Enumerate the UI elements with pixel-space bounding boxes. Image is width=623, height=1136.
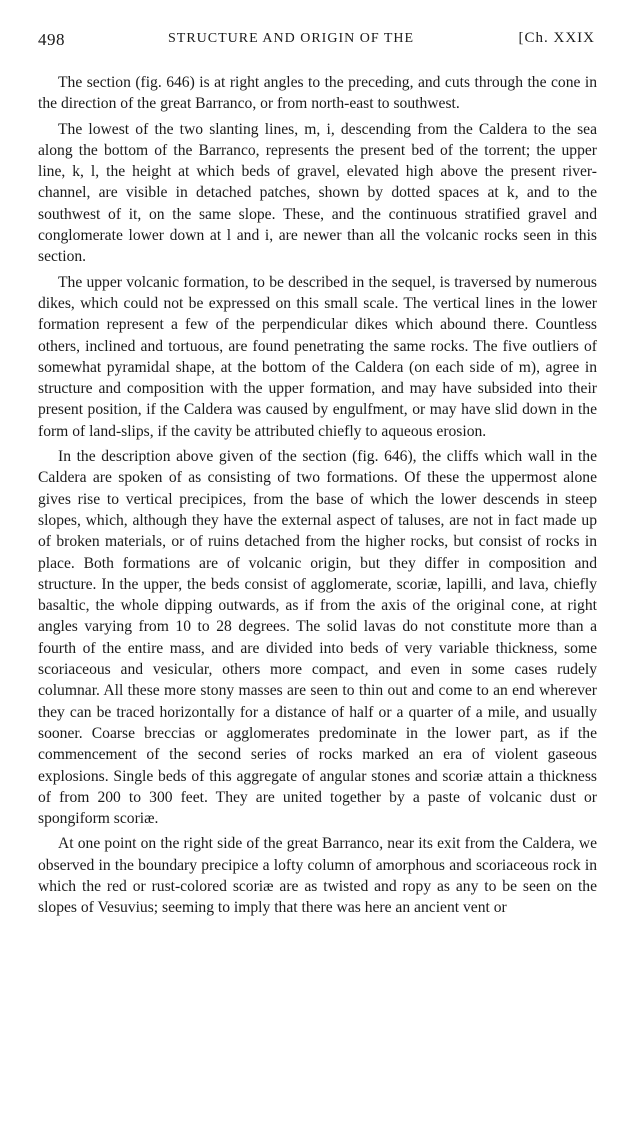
body-text <box>38 72 597 919</box>
paragraph: At one point on the right side of the great Barranco, near its exit from the Caldera, we observed in the boundary precipice a lofty column of amorphous and scoriaceous rock in which the red or rust-colored scoriæ are as twisted and ropy as any to be seen on the slopes of Vesuvius; seeming to imply that there was here an ancient vent or <box>38 835 597 917</box>
chapter-reference: [Ch. XXIX <box>518 30 595 46</box>
paragraph: The lowest of the two slanting lines, m, i, descending from the Caldera to the sea along the bottom of the Barranco, represents the present bed of the torrent; the upper line, k, l, the height at which beds of gravel, elevated high above the present river-channel, are visible in detached patches, shown by dotted spaces at k, and to the southwest of it, on the same slope. These, and the continuous stratified gravel and conglomerate lower down at l and i, are newer than all the volcanic rocks seen in this section. <box>38 120 597 266</box>
page-number: 498 <box>38 30 65 49</box>
paragraph: The section (fig. 646) is at right angles to the preceding, and cuts through the cone in the direction of the great Barranco, or from north-east to southwest. <box>38 74 597 113</box>
running-title: STRUCTURE AND ORIGIN OF THE <box>168 31 415 46</box>
paragraph: In the description above given of the section (fig. 646), the cliffs which wall in the Caldera are spoken of as consisting of two formations. Of these the uppermost alone gives rise to vertical precipices, from the base of which the lower descends in steep slopes, which, although they have the external aspect of taluses, are not in fact made up of broken materials, or of ruins detached from the higher rocks, but consist of rocks in place. Both formations are of volcanic origin, but they differ in composition and structure. In the upper, the beds consist of agglomerate, scoriæ, lapilli, and lava, chiefly basaltic, the whole dipping outwards, as if from the axis of the original cone, at right angles varying from 10 to 28 degrees. The solid lavas do not constitute more than a fourth of the entire mass, and are divided into beds of very variable thickness, some scoriaceous and vesicular, others more compact, and even in some cases rudely columnar. All these more stony masses are seen to thin out and come to an end wherever they can be traced horizontally for a distance of half or a quarter of a mile, and usually sooner. Coarse breccias or agglomerates predominate in the lower part, as if the commencement of the second series of rocks marked an era of violent gaseous explosions. Single beds of this aggregate of angular stones and scoriæ attain a thickness of from 200 to 300 feet. They are united together by a paste of volcanic dust or spongiform scoriæ. <box>38 448 597 828</box>
running-head <box>38 30 597 54</box>
paragraph: The upper volcanic formation, to be described in the sequel, is traversed by numerous dikes, which could not be expressed on this small scale. The vertical lines in the lower formation represent a few of the perpendicular dikes which abound there. Countless others, inclined and tortuous, are found penetrating the same rocks. The five outliers of somewhat pyramidal shape, at the bottom of the Caldera (on each side of m), agree in structure and composition with the upper formation, and may have subsided into their present position, if the Caldera was caused by engulfment, or may have slid down in the form of land-slips, if the cavity be attributed chiefly to aqueous erosion. <box>38 273 597 440</box>
